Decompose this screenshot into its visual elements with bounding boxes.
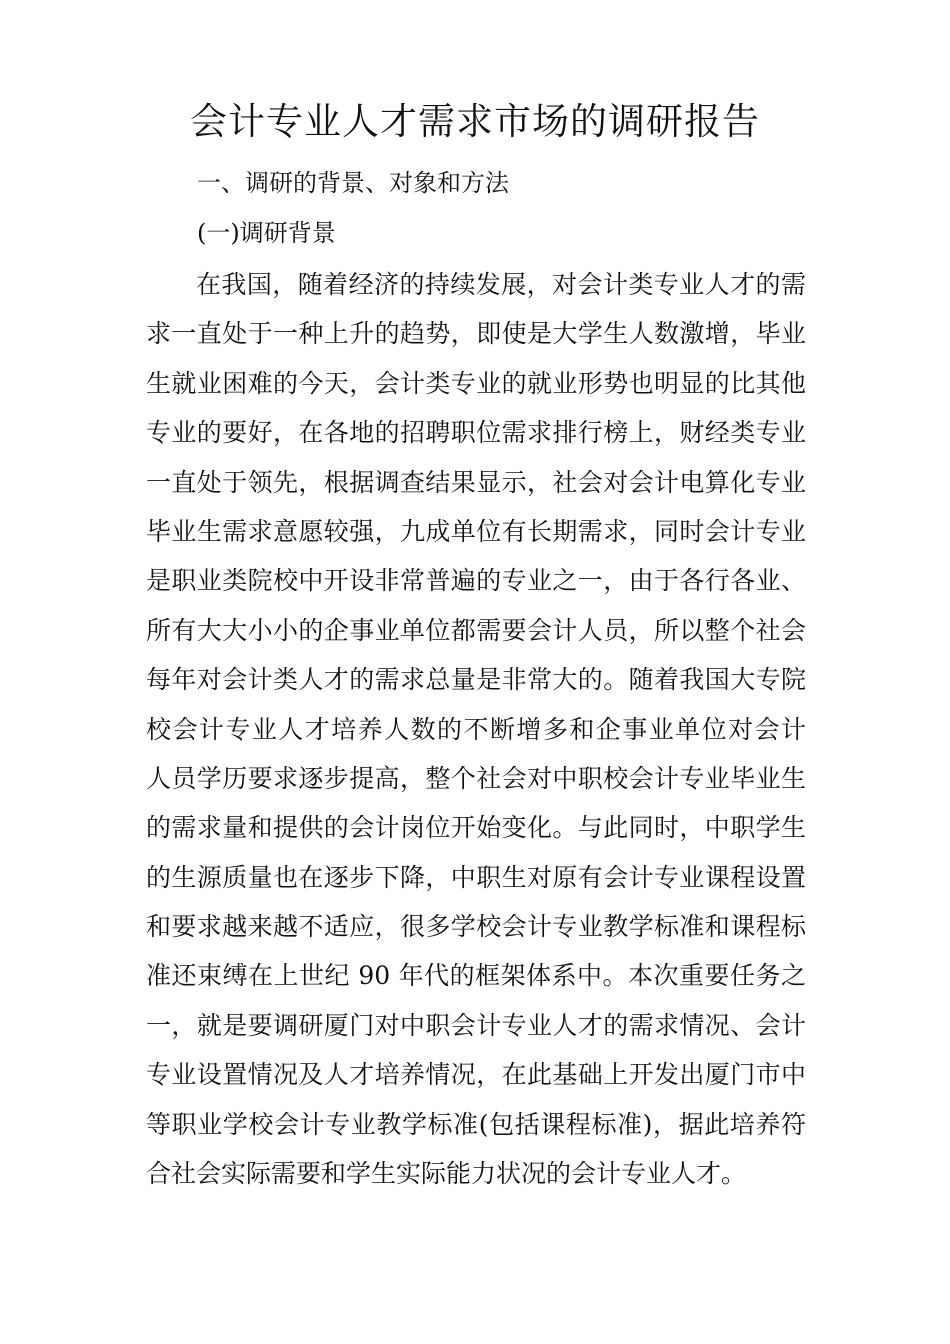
paragraph-line: 一，就是要调研厦门对中职会计专业人才的需求情况、会计 — [146, 1010, 806, 1040]
paragraph-line: 专业的要好，在各地的招聘职位需求排行榜上，财经类专业 — [146, 418, 806, 448]
paragraph-line: 每年对会计类人才的需求总量是非常大的。随着我国大专院 — [146, 665, 806, 695]
section-heading: 一、调研的背景、对象和方法 — [197, 169, 509, 197]
paragraph-line: 在我国，随着经济的持续发展，对会计类专业人才的需 — [196, 270, 806, 299]
paragraph-line: 的需求量和提供的会计岗位开始变化。与此同时，中职学生 — [146, 813, 806, 843]
paragraph-line: 校会计专业人才培养人数的不断增多和企事业单位对会计 — [146, 714, 806, 744]
document-title: 会计专业人才需求市场的调研报告 — [190, 100, 760, 143]
paragraph-body — [146, 260, 806, 1198]
paragraph-line: 和要求越来越不适应，很多学校会计专业教学标准和课程标 — [146, 912, 806, 942]
paragraph-line: 等职业学校会计专业教学标准(包括课程标准)，据此培养符 — [146, 1109, 806, 1139]
paragraph-line: 的生源质量也在逐步下降，中职生对原有会计专业课程设置 — [146, 862, 806, 892]
paragraph-line: 生就业困难的今天，会计类专业的就业形势也明显的比其他 — [146, 368, 806, 398]
paragraph-line: 一直处于领先，根据调查结果显示，社会对会计电算化专业 — [146, 467, 806, 497]
paragraph-line: 求一直处于一种上升的趋势，即使是大学生人数激增，毕业 — [146, 319, 806, 349]
paragraph-line: 专业设置情况及人才培养情况，在此基础上开发出厦门市中 — [146, 1060, 806, 1090]
paragraph-line: 是职业类院校中开设非常普遍的专业之一，由于各行各业、 — [146, 566, 806, 596]
subsection-heading: (一)调研背景 — [197, 219, 336, 247]
paragraph-line: 准还束缚在上世纪 90 年代的框架体系中。本次重要任务之 — [146, 961, 806, 991]
paragraph-line: 毕业生需求意愿较强，九成单位有长期需求，同时会计专业 — [146, 516, 806, 546]
paragraph-line: 人员学历要求逐步提高，整个社会对中职校会计专业毕业生 — [146, 763, 806, 793]
paragraph-line: 所有大大小小的企事业单位都需要会计人员，所以整个社会 — [146, 615, 806, 645]
paragraph-line: 合社会实际需要和学生实际能力状况的会计专业人才。 — [146, 1159, 747, 1189]
